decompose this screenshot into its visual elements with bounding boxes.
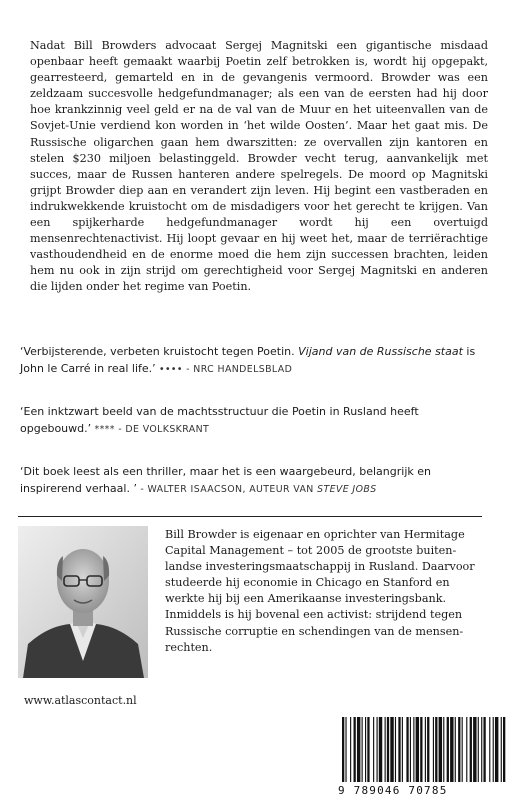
quote-source: - NRC HANDELSBLAD <box>186 363 293 375</box>
barcode-bar <box>495 717 498 783</box>
barcode-bar <box>466 717 467 783</box>
barcode-bar <box>365 717 366 783</box>
barcode-bar <box>385 717 386 783</box>
rating-stars: **** <box>91 423 119 435</box>
barcode-bar <box>443 717 444 783</box>
barcode-bar <box>481 717 482 783</box>
quote-source: - WALTER ISAACSON, AUTEUR VAN <box>136 483 318 495</box>
barcode-bar <box>483 717 485 783</box>
barcode-bar <box>377 717 378 783</box>
barcode-bar <box>342 717 344 783</box>
barcode-bar <box>427 717 429 783</box>
barcode-bar <box>416 717 419 783</box>
barcode-bar <box>350 717 351 783</box>
section-divider <box>18 516 482 517</box>
back-cover-blurb: Nadat Bill Browders advocaat Sergej Magnitski een gigantische misdaad openbaar heeft gemaakt waarbij Poetin zelf betrokken is, wordt hij opgepakt, gearresteerd, gemarteld en in de gevangenis vermoord. Browder was een zeldzaam succesvolle hedgefundmanager; als een van de eersten had hij door hoe krankzinnig veel geld er na de val van de Muur en het uiteenvallen van de Sovjet-Unie verdiend kon worden in ‘het wilde Oosten’. Maar het gaat mis. De Russische oligarchen gaan hem dwarszitten: ze overvallen zijn kantoren en stelen $230 miljoen belastinggeld. Browder vecht terug, aanvankelijk met succes, maar de Russen hanteren andere spelregels. De moord op Magnitski grijpt Browder diep aan en verandert zijn leven. Hij begint een vastberaden en indrukwekkende kruistocht om de misdadigers voor het gerecht te krijgen. Van een spijkerharde hedgefundmanager wordt hij een overtuigd mensenrechtenactivist. Hij loopt gevaar en hij weet het, maar de terriërachtige vasthoudendheid en de enorme moed die hem zijn successen brachten, leiden hem nu ook in zijn strijd om gerechtigheid voor Sergej Magnitski en anderen die lijden onder het regime van Poetin. <box>30 39 488 294</box>
quote-text-end: is John le Carré in real life.’ <box>20 345 476 375</box>
barcode-bar <box>367 717 369 783</box>
barcode-bar <box>357 717 360 783</box>
barcode-bar <box>439 717 442 783</box>
barcode-bar <box>410 717 411 783</box>
barcode-bar <box>345 717 346 783</box>
barcode-bar <box>390 717 393 783</box>
barcode-bar <box>447 717 449 783</box>
barcode-bar <box>435 717 437 783</box>
barcode-bar <box>458 717 460 783</box>
barcode-bar <box>373 717 374 783</box>
barcode-bar <box>425 717 426 783</box>
barcode-bar <box>478 717 479 783</box>
publisher-website: www.atlascontact.nl <box>24 694 137 707</box>
barcode-bar <box>387 717 389 783</box>
barcode-bar <box>462 717 463 783</box>
review-quote-volkskrant <box>20 404 490 438</box>
barcode-bar <box>501 717 502 783</box>
barcode-bar <box>379 717 382 783</box>
barcode-bar <box>406 717 408 783</box>
barcode-bar <box>493 717 494 783</box>
author-photo <box>18 526 148 678</box>
barcode-bar <box>473 717 476 783</box>
quote-source-book: STEVE JOBS <box>317 483 377 495</box>
isbn-number: 9 789046 70785 <box>338 782 506 800</box>
quote-text: ‘Verbijsterende, verbeten kruistocht tegen Poetin. <box>20 345 299 358</box>
rating-dots: •••• <box>155 363 187 375</box>
barcode-bar <box>398 717 400 783</box>
barcode-bar <box>354 717 356 783</box>
barcode-bar <box>470 717 472 783</box>
barcode-bar <box>395 717 396 783</box>
barcode-bar <box>503 717 505 783</box>
review-quote-nrc <box>20 344 490 378</box>
barcode-bar <box>433 717 434 783</box>
barcode-bar <box>455 717 456 783</box>
quote-text: ‘Dit boek leest als een thriller, maar het is een waargebeurd, belangrijk en inspirerend verhaal. ’ <box>20 465 431 495</box>
barcode-bar <box>420 717 422 783</box>
review-quote-isaacson <box>20 464 490 498</box>
barcode-bar <box>402 717 403 783</box>
quote-book-title: Vijand van de Russische staat <box>298 345 463 358</box>
quote-source: - DE VOLKSKRANT <box>118 423 210 435</box>
barcode-bar <box>489 717 490 783</box>
barcode-bar <box>362 717 363 783</box>
barcode-bar <box>450 717 453 783</box>
barcode-bar <box>413 717 414 783</box>
author-bio: Bill Browder is eigenaar en oprichter van Hermitage Capital Management – tot 2005 de grootste buitenlandse investeringsmaatschappij in Rusland. Daarvoor studeerde hij economie in Chicago en Stanford en werkte hij bij een Amerikaanse investeringsbank. Inmiddels is hij bovenal een activist: strijdend tegen Russische corruptie en schendingen van de mensenrechten. <box>165 528 475 654</box>
quote-text: ‘Een inktzwart beeld van de machtsstructuur die Poetin in Rusland heeft opgebouwd.’ <box>20 405 419 435</box>
